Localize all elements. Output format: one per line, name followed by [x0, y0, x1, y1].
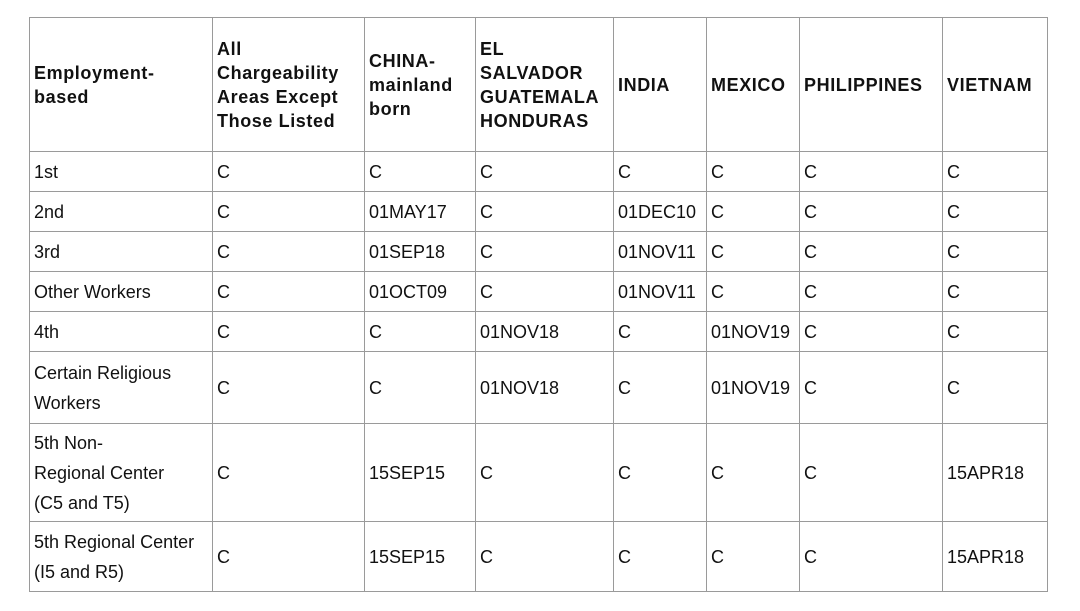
table-cell: 01NOV11 — [614, 232, 707, 272]
category-line: 4th — [34, 321, 60, 342]
header-line: Areas Except — [217, 86, 339, 107]
row-category — [30, 424, 213, 522]
table-cell: C — [943, 352, 1048, 424]
header-line: All — [217, 38, 242, 59]
category-line: 5th Regional Center — [34, 531, 195, 552]
table-cell: C — [213, 352, 365, 424]
category-line: Workers — [34, 392, 101, 413]
category-line: 2nd — [34, 201, 65, 222]
table-cell: C — [213, 522, 365, 592]
header-line: EL — [480, 38, 505, 59]
table-header-row — [30, 18, 1048, 152]
category-line: (I5 and R5) — [34, 561, 125, 582]
table-cell: 15SEP15 — [365, 522, 476, 592]
table-cell: C — [707, 272, 800, 312]
table-cell: C — [476, 152, 614, 192]
table-cell: C — [476, 232, 614, 272]
table-row — [30, 272, 1048, 312]
table-cell: C — [476, 192, 614, 232]
table-cell: 15APR18 — [943, 424, 1048, 522]
table-cell: C — [614, 312, 707, 352]
table-cell: C — [365, 312, 476, 352]
header-line: Employment- — [34, 62, 155, 83]
table-cell: C — [800, 232, 943, 272]
table-cell: C — [365, 152, 476, 192]
header-line: CHINA- — [369, 50, 436, 71]
table-cell: C — [800, 352, 943, 424]
row-category — [30, 152, 213, 192]
table-cell: C — [943, 312, 1048, 352]
row-category — [30, 272, 213, 312]
table-cell: C — [800, 192, 943, 232]
row-category — [30, 232, 213, 272]
header-line: PHILIPPINES — [804, 74, 923, 95]
table-cell: C — [707, 232, 800, 272]
table-cell: 01NOV19 — [707, 312, 800, 352]
table-cell: C — [800, 312, 943, 352]
table-cell: C — [213, 312, 365, 352]
row-category — [30, 312, 213, 352]
table-cell: C — [800, 272, 943, 312]
header-line: GUATEMALA — [480, 86, 600, 107]
row-category — [30, 352, 213, 424]
table-cell: C — [707, 522, 800, 592]
header-line: Those Listed — [217, 110, 336, 131]
category-line: (C5 and T5) — [34, 492, 130, 513]
column-header — [707, 18, 800, 152]
header-line: mainland — [369, 74, 453, 95]
table-cell: C — [800, 522, 943, 592]
header-line: HONDURAS — [480, 110, 589, 131]
table-cell: C — [476, 522, 614, 592]
table-cell: 15APR18 — [943, 522, 1048, 592]
table-cell: 01NOV11 — [614, 272, 707, 312]
table-cell: 01NOV19 — [707, 352, 800, 424]
table-cell: 01OCT09 — [365, 272, 476, 312]
table-row — [30, 424, 1048, 522]
table-cell: C — [943, 152, 1048, 192]
header-line: INDIA — [618, 74, 670, 95]
column-header — [943, 18, 1048, 152]
category-line: 1st — [34, 161, 59, 182]
table-cell: C — [943, 272, 1048, 312]
table-cell: C — [614, 152, 707, 192]
table-row — [30, 312, 1048, 352]
category-line: Regional Center — [34, 462, 165, 483]
header-line: MEXICO — [711, 74, 786, 95]
table-row — [30, 152, 1048, 192]
table-cell: C — [943, 192, 1048, 232]
table-cell: C — [213, 192, 365, 232]
table-cell: C — [707, 192, 800, 232]
table-row — [30, 352, 1048, 424]
table-cell: C — [614, 522, 707, 592]
category-line: 5th Non- — [34, 432, 104, 453]
column-header — [365, 18, 476, 152]
header-line: VIETNAM — [947, 74, 1033, 95]
category-line: Certain Religious — [34, 362, 172, 383]
table-row — [30, 522, 1048, 592]
table-cell: C — [213, 232, 365, 272]
table-cell: 01NOV18 — [476, 352, 614, 424]
table-cell: C — [707, 152, 800, 192]
table-cell: C — [365, 352, 476, 424]
header-line: Chargeability — [217, 62, 339, 83]
header-line: SALVADOR — [480, 62, 584, 83]
table-cell: C — [614, 352, 707, 424]
table-cell: 01SEP18 — [365, 232, 476, 272]
table-row — [30, 232, 1048, 272]
table-cell: C — [213, 424, 365, 522]
category-line: Other Workers — [34, 281, 151, 302]
table-cell: C — [476, 424, 614, 522]
table-cell: 01MAY17 — [365, 192, 476, 232]
category-line: 3rd — [34, 241, 61, 262]
column-header — [614, 18, 707, 152]
row-category — [30, 522, 213, 592]
column-header — [800, 18, 943, 152]
visa-bulletin-table-container — [29, 17, 1048, 592]
table-cell: C — [943, 232, 1048, 272]
column-header — [30, 18, 213, 152]
table-cell: C — [213, 272, 365, 312]
row-category — [30, 192, 213, 232]
table-cell: C — [800, 424, 943, 522]
table-row — [30, 192, 1048, 232]
table-cell: C — [800, 152, 943, 192]
column-header — [476, 18, 614, 152]
visa-bulletin-table — [29, 17, 1048, 592]
table-cell: 15SEP15 — [365, 424, 476, 522]
table-cell: C — [614, 424, 707, 522]
header-line: born — [369, 98, 412, 119]
table-cell: C — [476, 272, 614, 312]
table-cell: 01DEC10 — [614, 192, 707, 232]
header-line: based — [34, 86, 90, 107]
table-cell: 01NOV18 — [476, 312, 614, 352]
column-header — [213, 18, 365, 152]
table-cell: C — [707, 424, 800, 522]
table-cell: C — [213, 152, 365, 192]
